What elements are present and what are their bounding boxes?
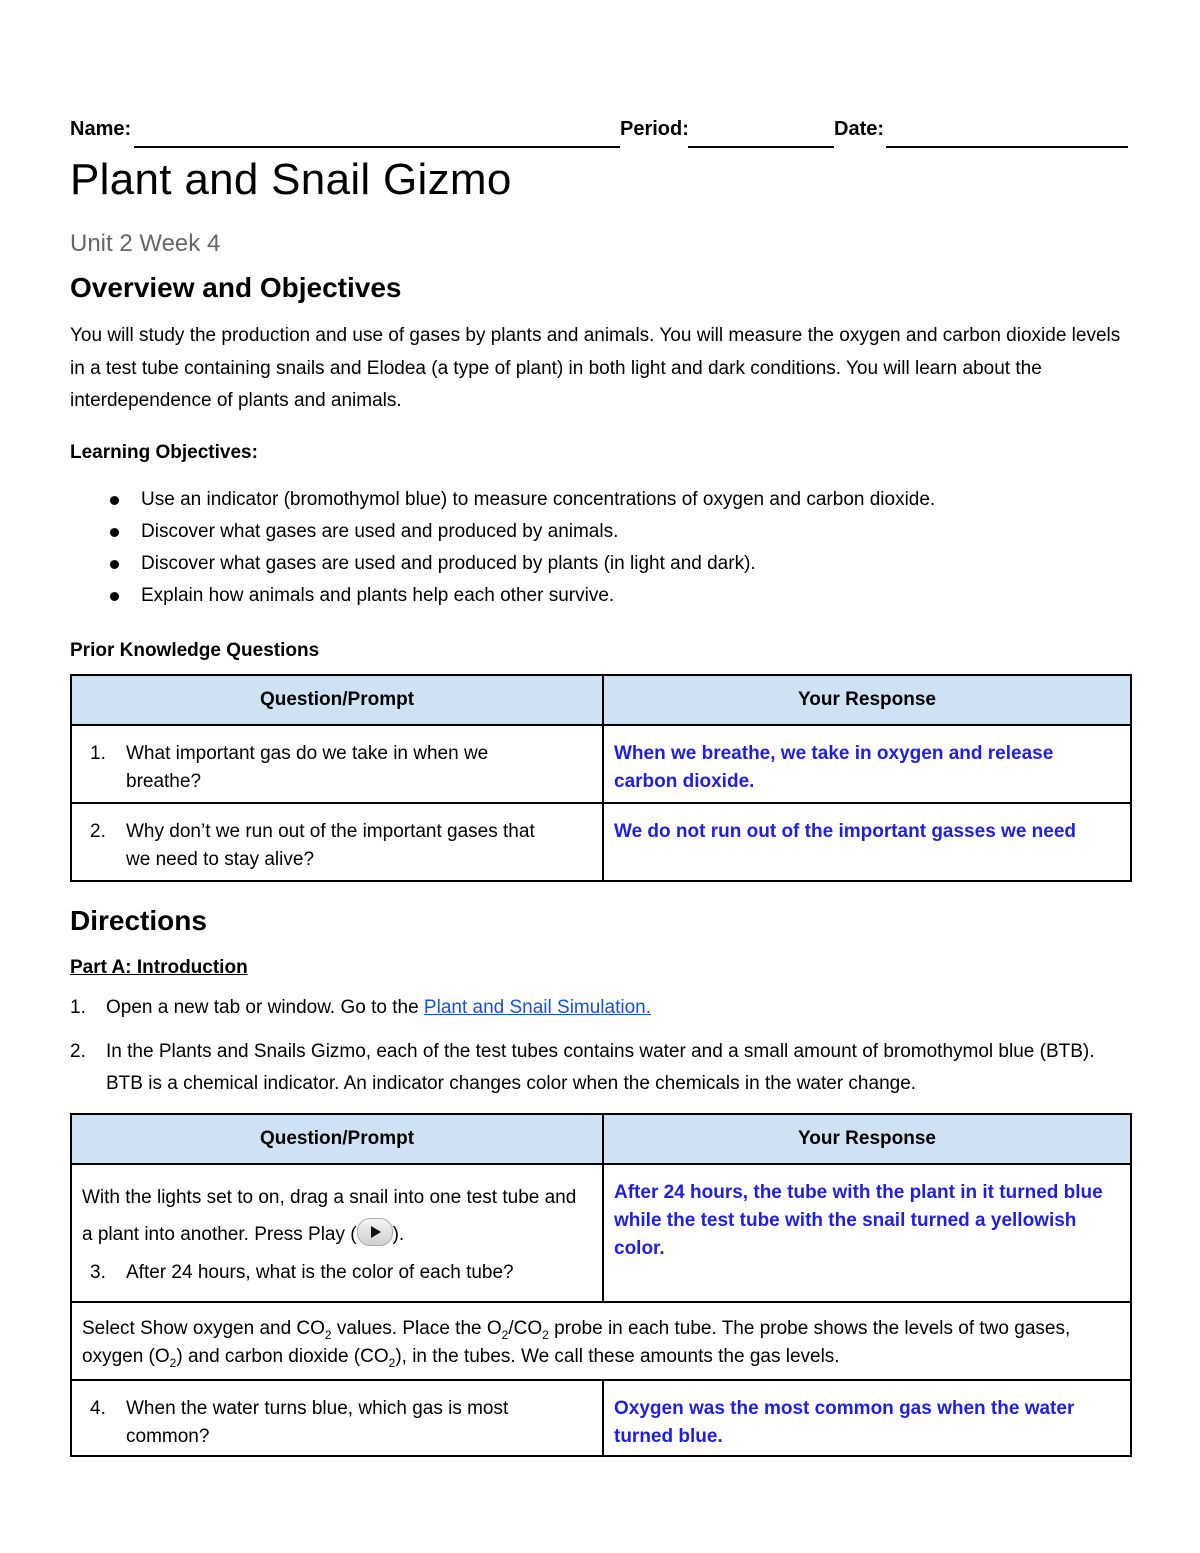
instruction-text: Select Show oxygen and CO	[82, 1318, 325, 1339]
instruction-text: probe in each tube. The probe shows the levels of two gases, oxygen (O	[82, 1318, 1071, 1367]
subscript: 2	[388, 1355, 396, 1370]
step-text: Open a new tab or window. Go to the	[106, 997, 424, 1018]
period-field[interactable]	[688, 146, 834, 148]
instruction-cell	[71, 1302, 1131, 1380]
instruction-text: ), in the tubes. We call these amounts the gas levels.	[395, 1346, 840, 1367]
list-item: Explain how animals and plants help each other survive.	[108, 580, 935, 612]
name-label: Name:	[70, 118, 132, 140]
question-text: When the water turns blue, which gas is most common?	[126, 1398, 509, 1447]
subscript: 2	[324, 1327, 332, 1342]
prior-knowledge-label: Prior Knowledge Questions	[70, 640, 320, 661]
column-header-prompt: Question/Prompt	[71, 1114, 603, 1164]
table-row	[71, 1302, 1131, 1380]
response-cell[interactable]: After 24 hours, the tube with the plant in it turned blue while the test tube with the snail turned a yellowish color.	[603, 1164, 1131, 1302]
period-label: Period:	[620, 118, 689, 140]
question-cell	[71, 1164, 603, 1302]
name-field[interactable]	[134, 146, 620, 148]
question-cell	[71, 1380, 603, 1456]
student-info-line	[70, 116, 1132, 150]
step-number: 2.	[70, 1041, 86, 1062]
instruction-text: values. Place the O	[331, 1318, 502, 1339]
column-header-prompt: Question/Prompt	[71, 675, 603, 725]
learning-objectives-list	[108, 484, 935, 612]
question-number: 2.	[90, 821, 106, 842]
overview-text: You will study the production and use of gases by plants and animals. You will measure the oxygen and carbon dioxide levels in a test tube containing snails and Elodea (a type of plant) in both light and dark conditions. You will learn about the interdependence of plants and animals.	[70, 325, 1121, 411]
table-row	[71, 803, 1131, 881]
direction-step-1	[70, 992, 1132, 1026]
directions-heading: Directions	[70, 905, 207, 936]
table-header-row	[71, 675, 1131, 725]
direction-step-2	[70, 1036, 1132, 1102]
question-text: Why don’t we run out of the important gases that we need to stay alive?	[126, 821, 535, 870]
subscript: 2	[542, 1327, 549, 1342]
list-item: Discover what gases are used and produced by plants (in light and dark).	[108, 548, 935, 580]
page-title: Plant and Snail Gizmo	[70, 155, 512, 204]
column-header-response: Your Response	[603, 1114, 1131, 1164]
response-cell[interactable]: Oxygen was the most common gas when the water turned blue.	[603, 1380, 1131, 1456]
step-number: 1.	[70, 997, 86, 1018]
questions-table	[70, 1113, 1132, 1457]
question-text: After 24 hours, what is the color of each tube?	[126, 1262, 514, 1283]
subscript: 2	[169, 1355, 177, 1370]
date-field[interactable]	[886, 146, 1128, 148]
list-item: Use an indicator (bromothymol blue) to measure concentrations of oxygen and carbon dioxide.	[108, 484, 935, 516]
instruction-text: ) and carbon dioxide (CO	[176, 1346, 389, 1367]
question-number: 3.	[90, 1262, 106, 1283]
question-number: 4.	[90, 1398, 106, 1419]
instruction-text-end: ).	[392, 1224, 405, 1245]
page-subtitle: Unit 2 Week 4	[70, 230, 221, 257]
question-cell	[71, 803, 603, 881]
question-text: What important gas do we take in when we breathe?	[126, 743, 489, 792]
prior-knowledge-table	[70, 674, 1132, 882]
simulation-link[interactable]: Plant and Snail Simulation.	[423, 997, 652, 1018]
learning-objectives-label: Learning Objectives:	[70, 442, 258, 463]
play-icon	[357, 1218, 393, 1246]
list-item: Discover what gases are used and produced by animals.	[108, 516, 935, 548]
part-a-heading: Part A: Introduction	[70, 957, 248, 978]
table-header-row	[71, 1114, 1131, 1164]
instruction-text: With the lights set to on, drag a snail into one test tube and a plant into another. Press Play (	[82, 1187, 577, 1245]
table-row	[71, 725, 1131, 803]
subscript: 2	[501, 1327, 509, 1342]
step-text: In the Plants and Snails Gizmo, each of the test tubes contains water and a small amount of bromothymol blue (BTB). BTB is a chemical indicator. An indicator changes color when the chemicals in the water change.	[106, 1041, 1095, 1094]
response-cell[interactable]: When we breathe, we take in oxygen and release carbon dioxide.	[603, 725, 1131, 803]
question-number: 1.	[90, 743, 106, 764]
date-label: Date:	[834, 118, 885, 140]
response-cell[interactable]: We do not run out of the important gasses we need	[603, 803, 1131, 881]
column-header-response: Your Response	[603, 675, 1131, 725]
instruction-text: /CO	[508, 1318, 543, 1339]
table-row	[71, 1164, 1131, 1302]
table-row	[71, 1380, 1131, 1456]
question-cell	[71, 725, 603, 803]
overview-heading: Overview and Objectives	[70, 272, 402, 303]
